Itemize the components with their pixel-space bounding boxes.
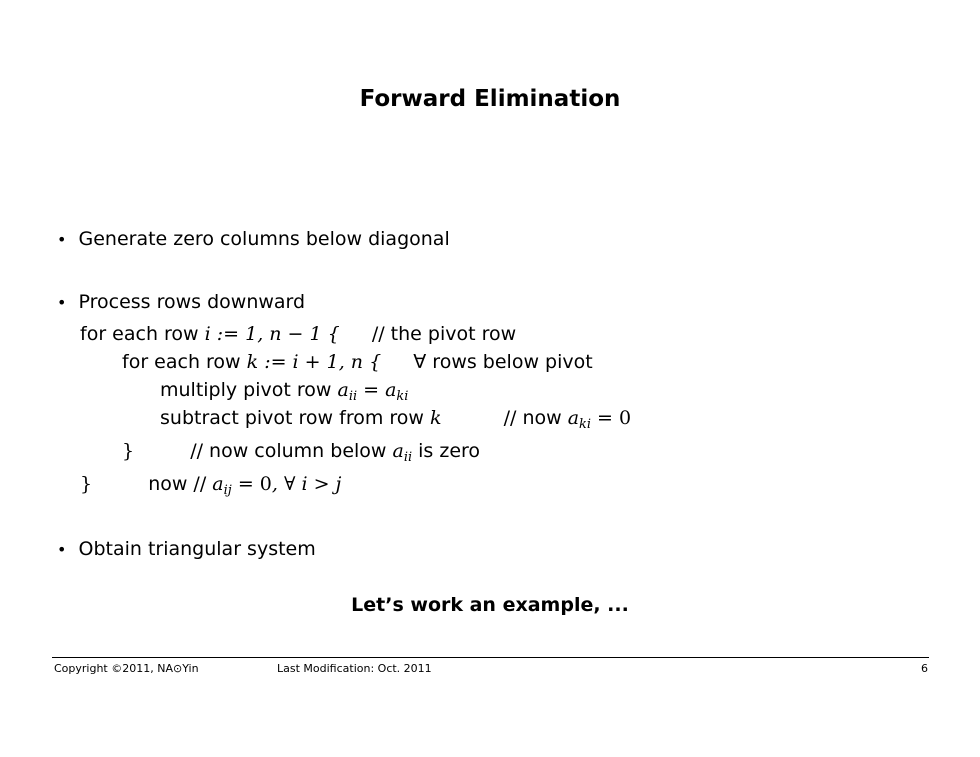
bullet-icon: • xyxy=(57,230,67,249)
code-line xyxy=(80,325,516,344)
code-math: i := 1, n − 1 { xyxy=(204,323,340,345)
footer-rule xyxy=(52,657,929,658)
code-text: for each row xyxy=(80,323,199,345)
code-text: subtract pivot row from row xyxy=(160,407,424,429)
closing-line: Let’s work an example, ... xyxy=(351,594,629,616)
code-math: k xyxy=(430,407,442,429)
bullet-item xyxy=(57,540,316,559)
footer-copyright: Copyright ©2011, NA⊙Yin xyxy=(54,662,199,675)
code-line xyxy=(160,407,632,432)
bullet-text: Generate zero columns below diagonal xyxy=(78,228,450,250)
code-comment: is zero xyxy=(418,440,481,462)
bullet-icon: • xyxy=(57,293,67,312)
code-line xyxy=(80,473,342,498)
code-math: $a_{ii}$ xyxy=(392,440,413,465)
slide-title: Forward Elimination xyxy=(359,86,621,112)
code-math: k := i + 1, n { xyxy=(246,351,382,373)
code-line xyxy=(122,353,593,372)
code-math: $a_{ii} = a_{ki}$ xyxy=(337,379,409,404)
bullet-item xyxy=(57,230,450,249)
code-comment: // now column below xyxy=(190,440,387,462)
code-text: multiply pivot row xyxy=(160,379,332,401)
code-line xyxy=(160,379,409,404)
code-comment: // now xyxy=(503,407,562,429)
code-text: for each row xyxy=(122,351,241,373)
code-math: $a_{ij} = 0$, ∀ i > j xyxy=(212,473,342,498)
code-comment: ∀ rows below pivot xyxy=(413,351,593,373)
bullet-item xyxy=(57,293,305,312)
bullet-text: Obtain triangular system xyxy=(78,538,316,560)
code-comment: now // xyxy=(148,473,207,495)
code-comment: // the pivot row xyxy=(371,323,517,345)
page-number: 6 xyxy=(921,662,928,675)
bullet-icon: • xyxy=(57,540,67,559)
bullet-text: Process rows downward xyxy=(78,291,306,313)
footer-modified: Last Modification: Oct. 2011 xyxy=(277,662,432,675)
code-math: $a_{ki} = 0$ xyxy=(567,407,632,432)
brace-close: } xyxy=(80,473,93,495)
brace-close: } xyxy=(122,440,135,462)
code-line xyxy=(122,440,481,465)
